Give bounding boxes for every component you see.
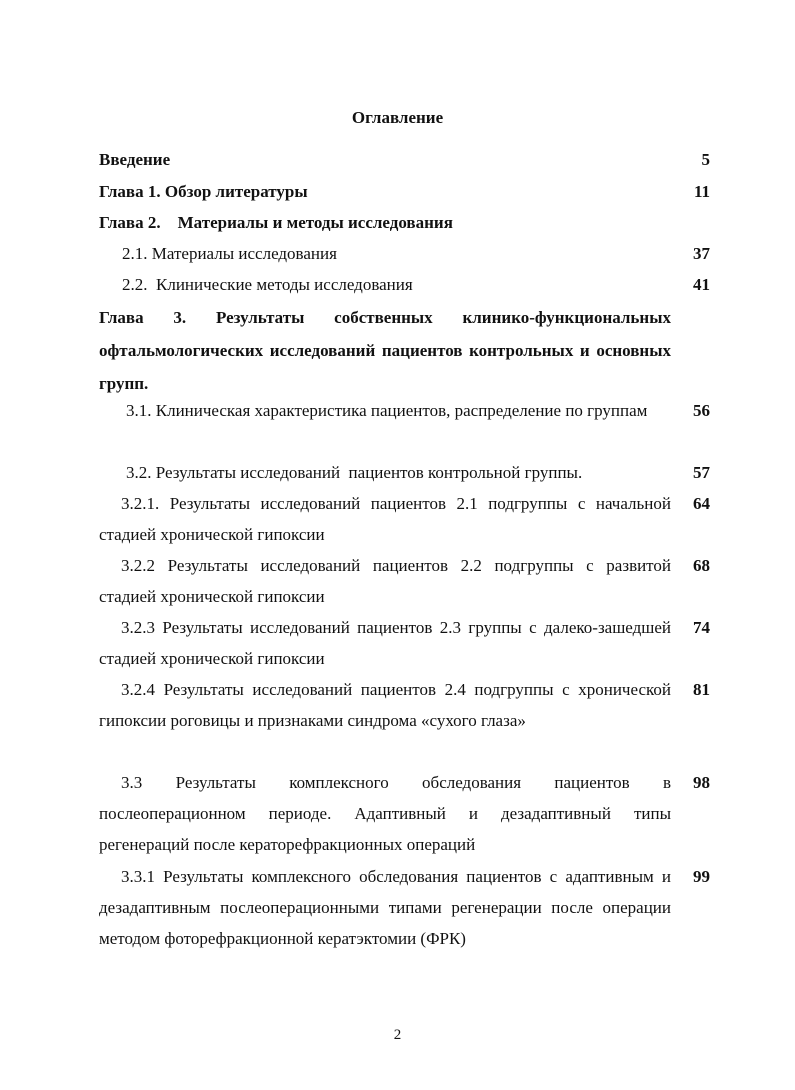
toc-entry-text: Глава 1. Обзор литературы [99,182,308,201]
toc-entry-text: Введение [99,150,171,169]
toc-entry-text: Глава 3. Результаты собственных клинико-функциональных офтальмологических исследований пациентов контрольных и основных групп. [99,308,671,393]
toc-entry-text: 2.1. Материалы исследования [122,244,337,263]
toc-entry-text: 3.2.3 Результаты исследований пациентов 2.3 группы с далеко-зашедшей стадией хронической гипоксии [99,618,671,668]
toc-entry-text: 3.2.2 Результаты исследований пациентов 2.2 подгруппы с развитой стадией хронической гипоксии [99,556,671,606]
toc-entry-page: 98 [693,773,710,792]
toc-entry-page: 11 [693,182,710,201]
page-number: 2 [393,1027,402,1043]
toc-entry-text: 3.3 Результаты комплексного обследования пациентов в послеоперационном периоде. Адаптивный и дезадаптивный типы регенераций после кераторефракционных операций [99,773,671,854]
toc-entry-page: 57 [693,463,710,482]
toc-entry-page: 74 [693,618,710,637]
toc-entry-text: 2.2. Клинические методы исследования [122,275,413,294]
toc-entry-page: 81 [693,680,710,699]
toc-entry-text: 3.2. Результаты исследований пациентов контрольной группы. [126,463,583,482]
toc-entry-page: 37 [693,244,710,263]
toc-entry-text: 3.2.4 Результаты исследований пациентов 2.4 подгруппы с хронической гипоксии роговицы и признаками синдрома «сухого глаза» [99,680,671,730]
page-title: Оглавление [351,108,444,127]
toc-entry-page: 99 [693,867,710,886]
toc-entry-text: Глава 2. Материалы и методы исследования [99,213,453,232]
toc-entry-text: 3.3.1 Результаты комплексного обследования пациентов с адаптивным и дезадаптивным послеоперационными типами регенерации после операции методом фоторефракционной кератэктомии (ФРК) [99,867,671,948]
toc-entry-text: 3.2.1. Результаты исследований пациентов 2.1 подгруппы с начальной стадией хронической гипоксии [99,494,671,544]
toc-entry-page: 56 [693,401,710,420]
toc-entry-page: 68 [693,556,710,575]
toc-entry-page: 41 [693,275,710,294]
toc-entry-page: 64 [693,494,710,513]
toc-entry-page: 5 [701,150,710,169]
toc-entry-text: 3.1. Клиническая характеристика пациентов, распределение по группам [126,401,648,420]
